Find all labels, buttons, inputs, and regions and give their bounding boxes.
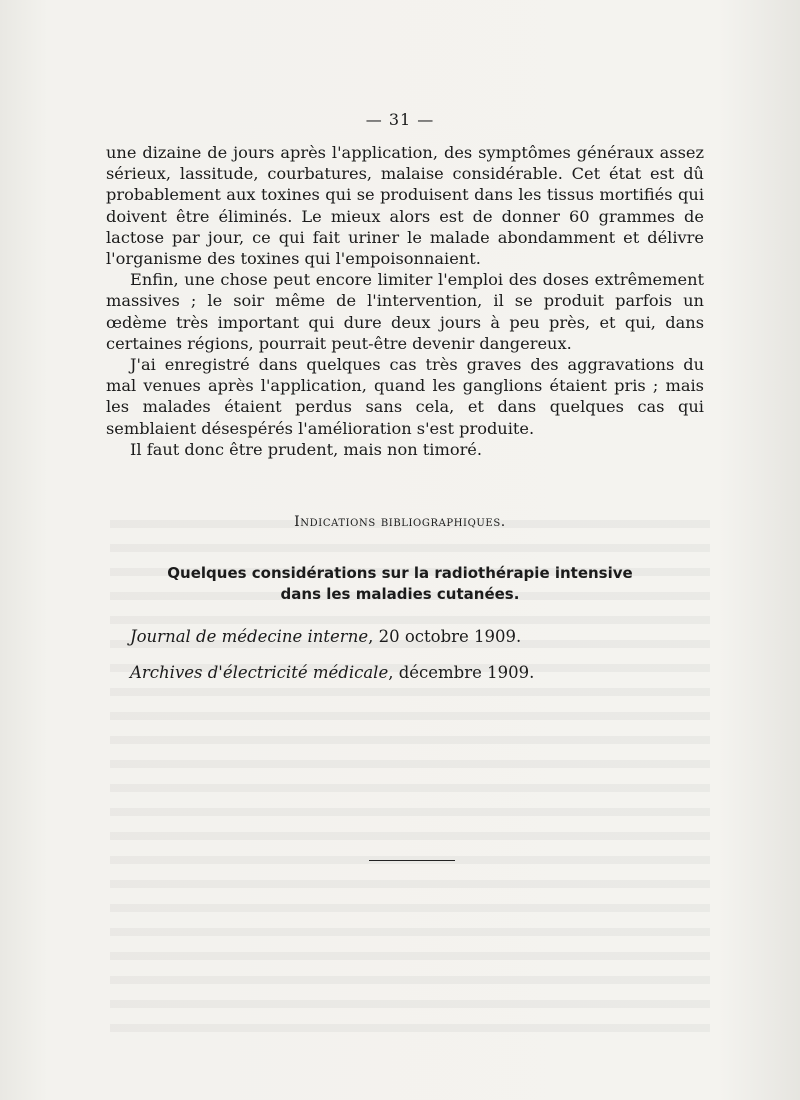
body-text	[106, 142, 704, 460]
page-number: — 31 —	[365, 110, 435, 129]
end-rule	[369, 860, 455, 861]
reference-2	[130, 662, 730, 684]
article-title	[0, 563, 800, 605]
reference-2-journal: Archives d'électricité médicale	[130, 663, 389, 682]
paragraph-3: J'ai enregistré dans quelques cas très graves des aggravations du mal venues après l'application, quand les ganglions étaient pris ; mais les malades étaient perdus sans cela, et dans quelques cas qui semblaient désespérés l'amélioration s'est produite.	[106, 355, 704, 438]
article-title-line-2: dans les maladies cutanées.	[280, 585, 520, 603]
article-title-line-1: Quelques considérations sur la radiothérapie intensive	[167, 564, 633, 582]
reference-1-date: , 20 octobre 1909.	[368, 627, 522, 646]
reference-1	[130, 626, 730, 648]
reference-2-date: , décembre 1909.	[388, 663, 535, 682]
section-heading: Indications bibliographiques.	[294, 514, 506, 530]
paragraph-1: une dizaine de jours après l'application, des symptômes généraux assez sérieux, lassitude, courbatures, malaise considérable. Cet état est dû probablement aux toxines qui se produisent dans les tissus mortifiés qui doivent être éliminés. Le mieux alors est de donner 60 grammes de lactose par jour, ce qui fait uriner le malade abondamment et délivre l'organisme des toxines qui l'empoisonnaient.	[106, 143, 704, 269]
paragraph-2: Enfin, une chose peut encore limiter l'emploi des doses extrêmement massives ; le soir même de l'intervention, il se produit parfois un œdème très important qui dure deux jours à peu près, et qui, dans certaines régions, pourrait peut-être devenir dangereux.	[106, 270, 704, 353]
paragraph-4: Il faut donc être prudent, mais non timoré.	[130, 439, 483, 459]
reference-1-journal: Journal de médecine interne	[130, 627, 369, 646]
